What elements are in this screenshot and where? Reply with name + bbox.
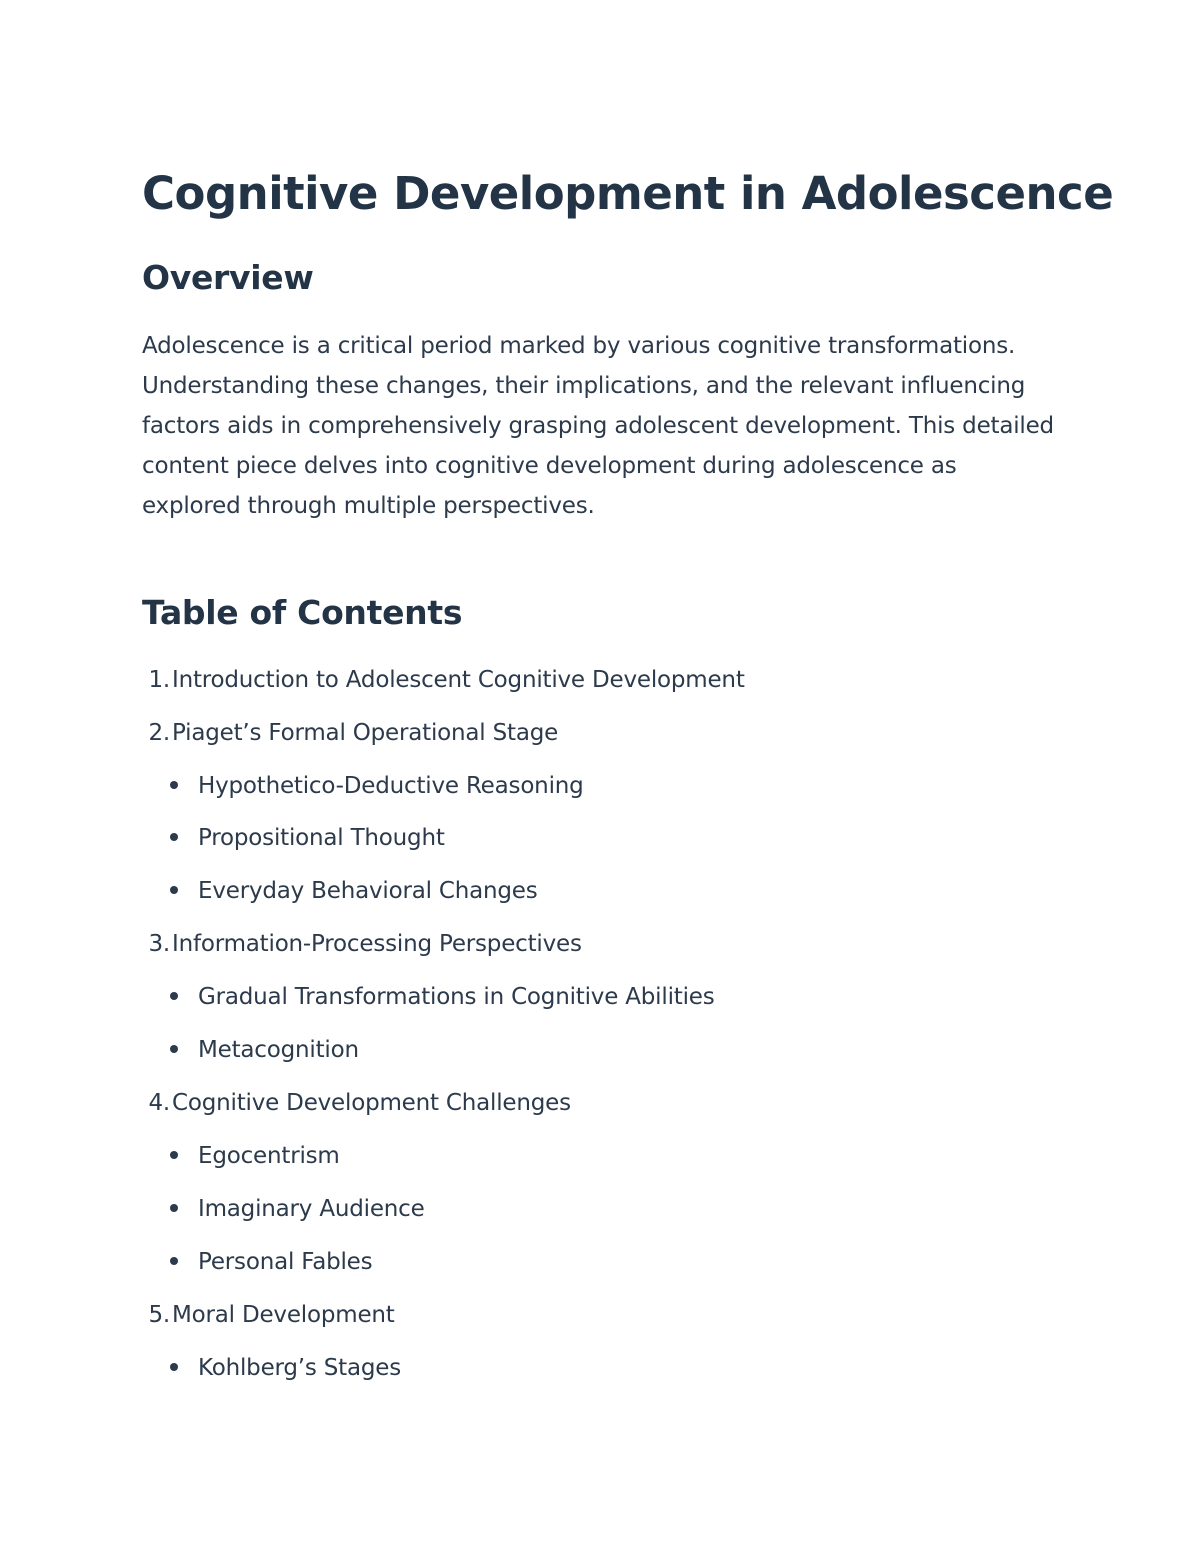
toc-item bbox=[142, 1083, 571, 1123]
toc-subitem-label: Everyday Behavioral Changes bbox=[198, 878, 538, 904]
overview-heading: Overview bbox=[142, 258, 314, 297]
toc-subitem-label: Imaginary Audience bbox=[198, 1196, 425, 1222]
toc-item-label: Cognitive Development Challenges bbox=[172, 1090, 571, 1116]
bullet-icon bbox=[170, 1151, 178, 1159]
toc-item-number: 1. bbox=[148, 667, 170, 693]
toc-subitem-label: Kohlberg’s Stages bbox=[198, 1355, 402, 1381]
toc-subitem-label: Gradual Transformations in Cognitive Abilities bbox=[198, 984, 715, 1010]
toc-subitem bbox=[170, 1189, 425, 1229]
bullet-icon bbox=[170, 781, 178, 789]
toc-item-label: Introduction to Adolescent Cognitive Development bbox=[172, 667, 745, 693]
toc-subitem bbox=[170, 871, 538, 911]
bullet-icon bbox=[170, 1045, 178, 1053]
toc-item-label: Piaget’s Formal Operational Stage bbox=[172, 720, 559, 746]
toc-item-number: 2. bbox=[148, 720, 170, 746]
toc-subitem bbox=[170, 1030, 359, 1070]
toc-item bbox=[142, 660, 745, 700]
overview-paragraph: Adolescence is a critical period marked by various cognitive transformations. Understanding these changes, their implications, and the relevant influencing factors aids in comprehensively grasping adolescent development. This detailed content piece delves into cognitive development during adolescence as explored through multiple perspectives. bbox=[142, 333, 1054, 519]
bullet-icon bbox=[170, 992, 178, 1000]
bullet-icon bbox=[170, 886, 178, 894]
toc-subitem-label: Personal Fables bbox=[198, 1249, 373, 1275]
bullet-icon bbox=[170, 1257, 178, 1265]
page-title: Cognitive Development in Adolescence bbox=[142, 167, 1114, 220]
toc-heading: Table of Contents bbox=[142, 593, 463, 632]
toc-item bbox=[142, 713, 558, 753]
toc-subitem bbox=[170, 766, 584, 806]
toc-subitem bbox=[170, 1136, 340, 1176]
bullet-icon bbox=[170, 833, 178, 841]
bullet-icon bbox=[170, 1363, 178, 1371]
bullet-icon bbox=[170, 1204, 178, 1212]
toc-subitem bbox=[170, 818, 445, 858]
toc-item-number: 5. bbox=[148, 1302, 170, 1328]
toc-subitem-label: Egocentrism bbox=[198, 1143, 340, 1169]
toc-subitem-label: Propositional Thought bbox=[198, 825, 445, 851]
toc-item bbox=[142, 924, 582, 964]
toc-subitem-label: Metacognition bbox=[198, 1037, 359, 1063]
toc-item-label: Information-Processing Perspectives bbox=[172, 931, 582, 957]
toc-subitem-label: Hypothetico-Deductive Reasoning bbox=[198, 773, 584, 799]
toc-item-number: 4. bbox=[148, 1090, 170, 1116]
toc-item-label: Moral Development bbox=[172, 1302, 395, 1328]
toc-subitem bbox=[170, 1348, 401, 1388]
toc-subitem bbox=[170, 1242, 372, 1282]
toc-item bbox=[142, 1295, 395, 1335]
toc-item-number: 3. bbox=[148, 931, 170, 957]
toc-subitem bbox=[170, 977, 715, 1017]
